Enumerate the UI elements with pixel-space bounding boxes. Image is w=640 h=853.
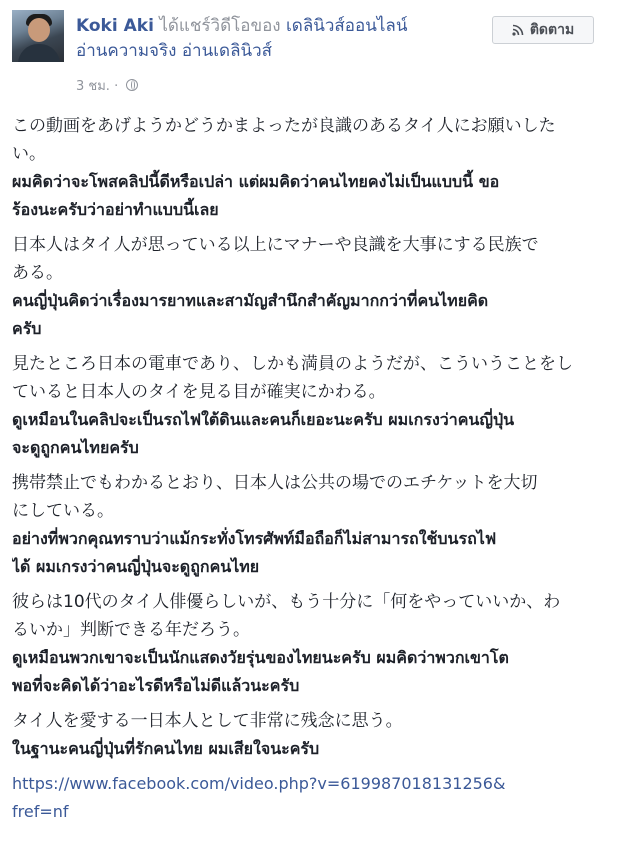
thai-translation-line: จะดูถูกคนไทยครับ — [12, 438, 139, 457]
japanese-line: 日本人はタイ人が思っている以上にマナーや良識を大事にする民族で — [12, 235, 539, 255]
author-name[interactable]: Koki Aki — [76, 16, 154, 36]
japanese-line: ていると日本人のタイを見る目が確実にかわる。 — [12, 382, 386, 402]
thai-translation-line: พอที่จะคิดได้ว่าอะไรดีหรือไม่ดีแล้วนะครับ — [12, 676, 300, 695]
page-name-link[interactable]: เดลินิวส์ออนไลน์ อ่านความจริง อ่านเดลินิวส์ — [76, 16, 408, 61]
japanese-line: い。 — [12, 144, 46, 164]
rss-icon — [512, 24, 524, 36]
thai-translation-line: ดูเหมือนในคลิปจะเป็นรถไฟใต้ดินและคนก็เยอะนะครับ ผมเกรงว่าคนญี่ปุ่น — [12, 410, 515, 429]
globe-icon — [126, 79, 138, 91]
post-timestamp[interactable]: 3 ชม. · — [76, 75, 138, 96]
thai-translation-line: ได้ ผมเกรงว่าคนญี่ปุ่นจะดูถูกคนไทย — [12, 557, 260, 576]
post-header — [76, 14, 486, 64]
thai-translation-line: ดูเหมือนพวกเขาจะเป็นนักแสดงวัยรุ่นของไทยนะครับ ผมคิดว่าพวกเขาโต — [12, 648, 509, 667]
thai-translation-line: คนญี่ปุ่นคิดว่าเรื่องมารยาทและสามัญสำนึกสำคัญมากกว่าที่คนไทยคิด — [12, 291, 489, 310]
share-action-text: ได้แชร์วิดีโอของ — [159, 16, 281, 36]
paragraph — [12, 588, 624, 700]
paragraph — [12, 707, 624, 763]
thai-translation-line: ในฐานะคนญี่ปุ่นที่รักคนไทย ผมเสียใจนะครับ — [12, 739, 320, 758]
thai-translation-line: ร้องนะครับว่าอย่าทำแบบนี้เลย — [12, 200, 219, 219]
paragraph — [12, 350, 624, 462]
video-url-line[interactable]: https://www.facebook.com/video.php?v=619987018131256& — [12, 774, 506, 793]
video-url-line[interactable]: fref=nf — [12, 802, 69, 821]
japanese-line: にしている。 — [12, 501, 114, 521]
thai-translation-line: ครับ — [12, 319, 42, 338]
thai-translation-line: อย่างที่พวกคุณทราบว่าแม้กระทั่งโทรศัพท์มือถือก็ไม่สามารถใช้บนรถไฟ — [12, 529, 497, 548]
japanese-line: 彼らは10代のタイ人俳優らしいが、もう十分に「何をやっていいか、わ — [12, 592, 561, 612]
japanese-line: 携帯禁止でもわかるとおり、日本人は公共の場でのエチケットを大切 — [12, 473, 538, 493]
paragraph — [12, 112, 624, 224]
avatar[interactable] — [12, 10, 64, 62]
follow-label: ติดตาม — [529, 22, 575, 38]
japanese-line: タイ人を愛する一日本人として非常に残念に思う。 — [12, 711, 403, 731]
post-body — [12, 112, 624, 833]
follow-button[interactable] — [492, 16, 594, 44]
japanese-line: ある。 — [12, 263, 63, 283]
japanese-line: 見たところ日本の電車であり、しかも満員のようだが、こういうことをし — [12, 354, 573, 374]
japanese-line: この動画をあげようかどうかまよったが良識のあるタイ人にお願いした — [12, 116, 556, 136]
thai-translation-line: ผมคิดว่าจะโพสคลิปนี้ดีหรือเปล่า แต่ผมคิดว่าคนไทยคงไม่เป็นแบบนี้ ขอ — [12, 172, 500, 191]
paragraph — [12, 469, 624, 581]
paragraph — [12, 231, 624, 343]
video-link[interactable] — [12, 770, 624, 826]
japanese-line: るいか」判断できる年だろう。 — [12, 620, 250, 640]
